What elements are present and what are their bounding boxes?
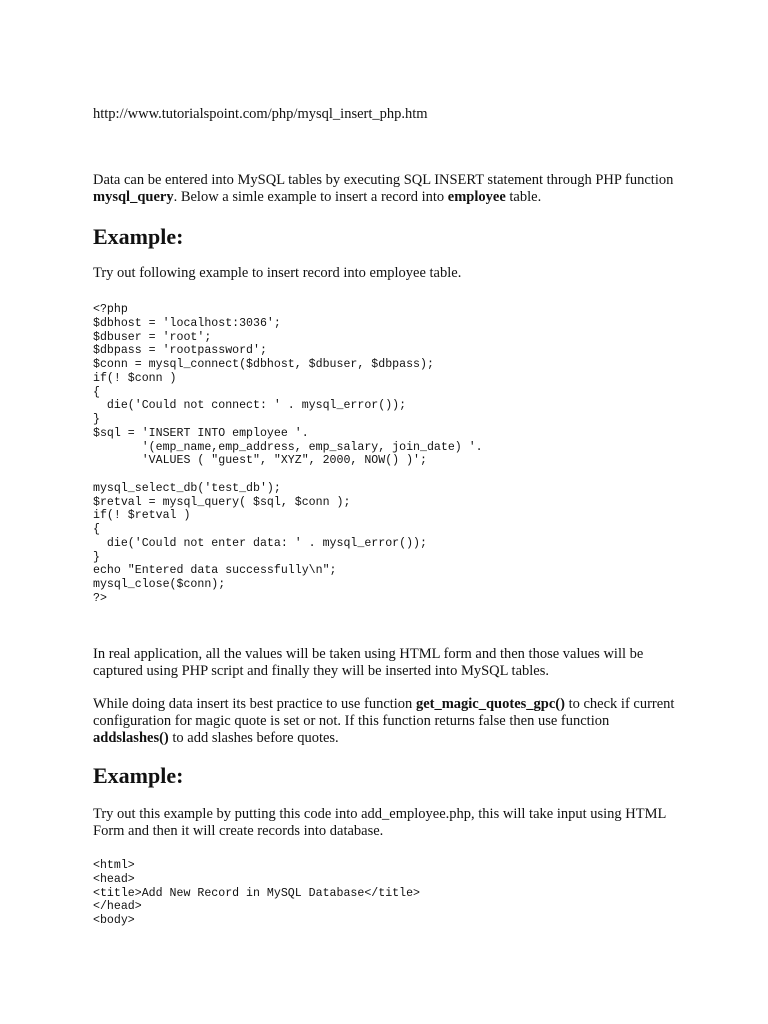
intro-text-2: . Below a simle example to insert a record into (173, 189, 448, 205)
intro-bold-employee: employee (447, 189, 506, 205)
magic-quotes-text-1: While doing data insert its best practice to use function (93, 696, 416, 712)
example-1-code-block: <?php $dbhost = 'localhost:3036'; $dbuser = 'root'; $dbpass = 'rootpassword'; $conn = mysql_connect($dbhost, $dbuser, $dbpass); if(! $conn ) { die('Could not connect: ' . mysql_error()); } $sql = 'INSERT INTO employee '. '(emp_name,emp_address, emp_salary, join_date) '. 'VALUES ( "guest", "XYZ", 2000, NOW() )'; mysql_select_db('test_db'); $retval = mysql_query( $sql, $conn ); if(! $retval ) { die('Could not enter data: ' . mysql_error()); } echo "Entered data successfully\n"; mysql_close($conn); ?> (93, 303, 483, 605)
example-1-heading: Example: (93, 224, 184, 249)
magic-quotes-text-3: to add slashes before quotes. (168, 730, 339, 746)
magic-quotes-text-2: to check if current configuration for magic quote is set or not. If this function returns false then use function (93, 696, 675, 729)
example-2-code-block: <html> <head> <title>Add New Record in MySQL Database</title> </head> <body> (93, 859, 420, 927)
intro-text-1: Data can be entered into MySQL tables by executing SQL INSERT statement through PHP function (93, 172, 674, 188)
example-1-description: Try out following example to insert record into employee table. (93, 265, 462, 281)
magic-quotes-bold-function: get_magic_quotes_gpc() (415, 696, 565, 712)
real-application-paragraph: In real application, all the values will be taken using HTML form and then those values will be captured using PHP script and finally they will be inserted into MySQL tables. (93, 646, 644, 679)
intro-paragraph (93, 172, 683, 206)
intro-text-3: table. (505, 189, 542, 205)
intro-bold-mysql-query: mysql_query (93, 189, 174, 205)
example-2-heading: Example: (93, 763, 184, 788)
magic-quotes-paragraph (93, 696, 683, 747)
magic-quotes-bold-addslashes: addslashes() (93, 730, 169, 746)
source-url: http://www.tutorialspoint.com/php/mysql_insert_php.htm (93, 106, 428, 122)
example-2-description: Try out this example by putting this code into add_employee.php, this will take input using HTML Form and then it will create records into database. (93, 806, 666, 839)
